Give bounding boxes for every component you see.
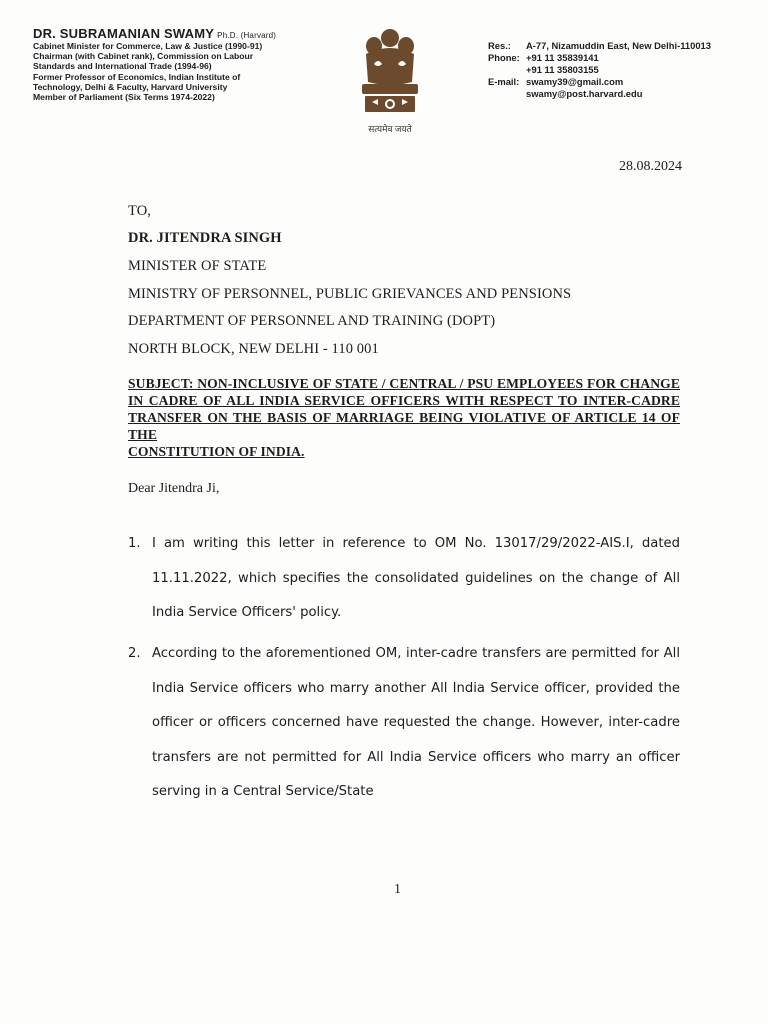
paragraph-text: I am writing this letter in reference to OM No. 13017/29/2022-AIS.I, dated 11.11.2022, which specifies the consolidated guidelines on the change of All India Service Officers' policy. [152, 536, 680, 620]
sender-name [33, 26, 333, 41]
sender-credential-line: Member of Parliament (Six Terms 1974-2022) [33, 92, 215, 103]
email-label: E-mail: [488, 76, 520, 87]
numbered-paragraph [128, 527, 680, 631]
addressee-line: MINISTRY OF PERSONNEL, PUBLIC GRIEVANCES AND PENSIONS [128, 286, 572, 302]
addressee-name: DR. JITENDRA SINGH [128, 230, 282, 246]
email-row [488, 76, 711, 88]
residence-label: Res.: [488, 40, 511, 51]
sender-credential-line: Former Professor of Economics, Indian Institute of [33, 71, 241, 82]
addressee-line: DEPARTMENT OF PERSONNEL AND TRAINING (DOPT) [128, 313, 496, 329]
phone-row [488, 64, 711, 76]
paragraph-text: According to the aforementioned OM, inter-cadre transfers are permitted for All India Service officers who marry another All India Service officer, provided the officer or officers concerned have requested the change. However, inter-cadre transfers are not permitted for All India Service officers who marry an officer serving in a Central Service/State [152, 646, 680, 799]
phone-number: +91 11 35839141 [526, 52, 599, 63]
sender-credential-line: Chairman (with Cabinet rank), Commission on Labour [33, 51, 254, 62]
subject-block [128, 375, 680, 460]
sender-degree: Ph.D. (Harvard) [217, 31, 277, 40]
sender-credential-line: Cabinet Minister for Commerce, Law & Justice (1990-91) [33, 41, 263, 51]
email-row [488, 88, 711, 100]
emblem-motto: सत्यमेव जयते [368, 124, 412, 134]
letterhead-contact [488, 40, 711, 100]
lion-capital-icon [352, 24, 428, 120]
sender-name-text: DR. SUBRAMANIAN SWAMY [33, 26, 215, 41]
email-address: swamy@post.harvard.edu [526, 88, 643, 99]
salutation: Dear Jitendra Ji, [128, 481, 220, 496]
sender-credential-line: Standards and International Trade (1994-96) [33, 61, 212, 72]
national-emblem [352, 24, 428, 136]
residence-address: A-77, Nizamuddin East, New Delhi-110013 [526, 40, 711, 51]
numbered-paragraph [128, 637, 680, 810]
phone-number: +91 11 35803155 [526, 64, 599, 75]
addressee-line: MINISTER OF STATE [128, 258, 267, 274]
residence-row [488, 40, 711, 52]
to-label: TO, [128, 203, 151, 219]
paragraph-number: 2. [128, 646, 141, 661]
sender-credential-line: Technology, Delhi & Faculty, Harvard University [33, 81, 228, 92]
subject-text: SUBJECT: NON-INCLUSIVE OF STATE / CENTRAL / PSU EMPLOYEES FOR CHANGE IN CADRE OF ALL INDIA SERVICE OFFICERS WITH RESPECT TO INTER-CADRE TRANSFER ON THE BASIS OF MARRIAGE BEING VIOLATIVE OF ARTICLE 14 OF THE [128, 376, 680, 442]
addressee-line: NORTH BLOCK, NEW DELHI - 110 001 [128, 341, 379, 357]
subject-last-line: CONSTITUTION OF INDIA. [128, 444, 305, 459]
phone-label: Phone: [488, 52, 520, 63]
letterhead-sender [33, 26, 333, 102]
email-address: swamy39@gmail.com [526, 76, 624, 87]
phone-row [488, 52, 711, 64]
page-number: 1 [394, 882, 401, 897]
paragraph-number: 1. [128, 536, 141, 551]
letter-date: 28.08.2024 [619, 159, 682, 174]
